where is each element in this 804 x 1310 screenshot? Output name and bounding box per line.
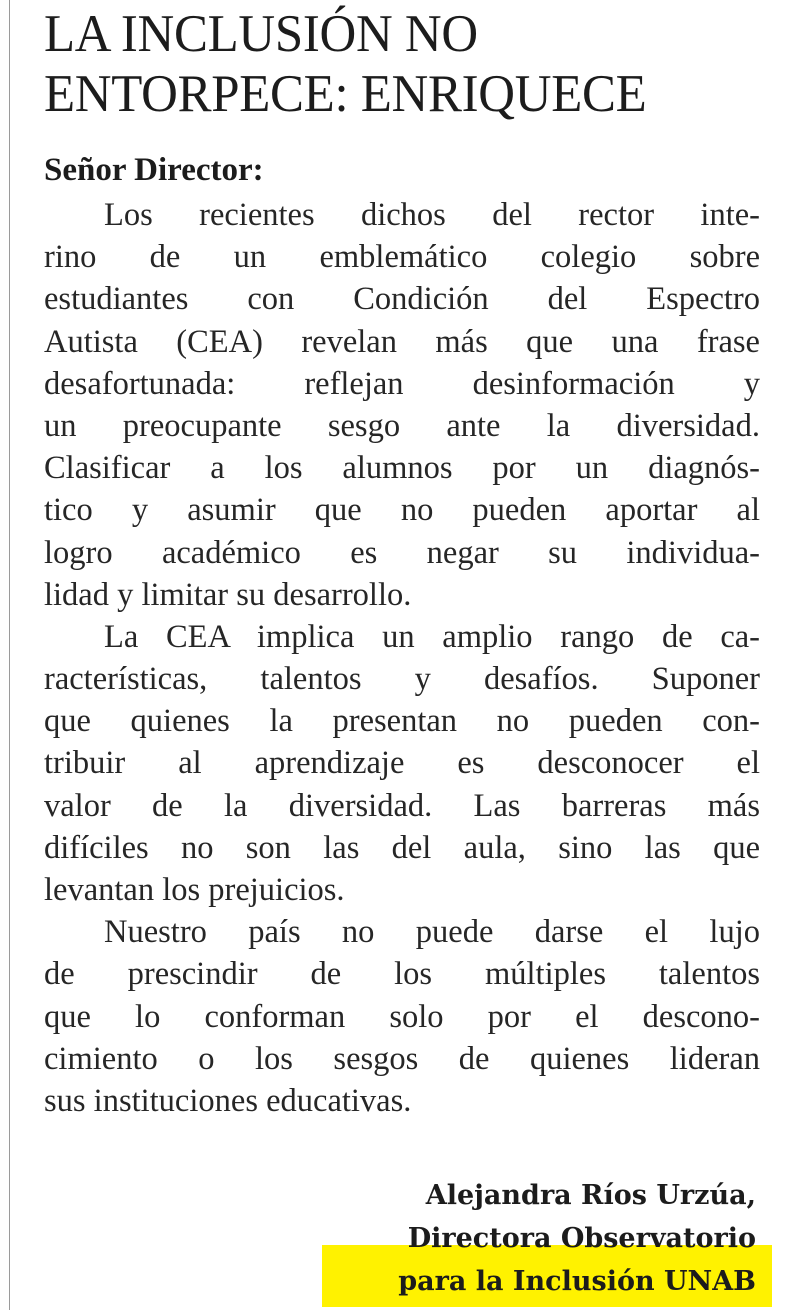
body-line: sus instituciones educativas. <box>44 1082 412 1119</box>
body-line: levantan los prejuicios. <box>44 872 345 908</box>
headline-line-1: LA INCLUSIÓN NO <box>44 5 478 63</box>
signature <box>398 1174 756 1303</box>
body-line: que lo conforman solo por el descono- <box>44 998 760 1035</box>
body-line: lidad y limitar su desarrollo. <box>44 576 412 613</box>
salutation: Señor Director: <box>44 152 264 188</box>
signature-title-line-2: para la Inclusión UNAB <box>398 1266 756 1297</box>
body-line: desafortunada: reflejan desinformación y <box>44 365 760 402</box>
headline-line-2: ENTORPECE: ENRIQUECE <box>44 65 647 123</box>
headline <box>44 4 754 124</box>
body-line: difíciles no son las del aula, sino las que <box>44 829 760 866</box>
column-rule <box>9 0 10 1310</box>
body-line: que quienes la presentan no pueden con- <box>44 703 760 740</box>
signature-name: Alejandra Ríos Urzúa, <box>425 1180 756 1211</box>
body-line: Autista (CEA) revelan más que una frase <box>44 323 760 360</box>
letter-body <box>44 194 760 1122</box>
body-line: Los recientes dichos del rector inte- <box>104 197 760 233</box>
body-line: cimiento o los sesgos de quienes lideran <box>44 1040 760 1077</box>
body-line: rino de un emblemático colegio sobre <box>44 239 760 276</box>
body-line: estudiantes con Condición del Espectro <box>44 281 760 318</box>
body-line: valor de la diversidad. Las barreras más <box>44 787 760 824</box>
body-line: Clasificar a los alumnos por un diagnós- <box>44 450 760 487</box>
body-line: logro académico es negar su individua- <box>44 534 760 571</box>
signature-title-line-1: Directora Observatorio <box>407 1223 756 1254</box>
body-line: racterísticas, talentos y desafíos. Suponer <box>44 661 760 698</box>
body-line: de prescindir de los múltiples talentos <box>44 956 760 993</box>
body-line: La CEA implica un amplio rango de ca- <box>104 618 760 655</box>
body-line: tico y asumir que no pueden aportar al <box>44 492 760 529</box>
body-line: tribuir al aprendizaje es desconocer el <box>44 745 760 782</box>
body-line: un preocupante sesgo ante la diversidad. <box>44 407 760 444</box>
body-line: Nuestro país no puede darse el lujo <box>104 914 760 951</box>
